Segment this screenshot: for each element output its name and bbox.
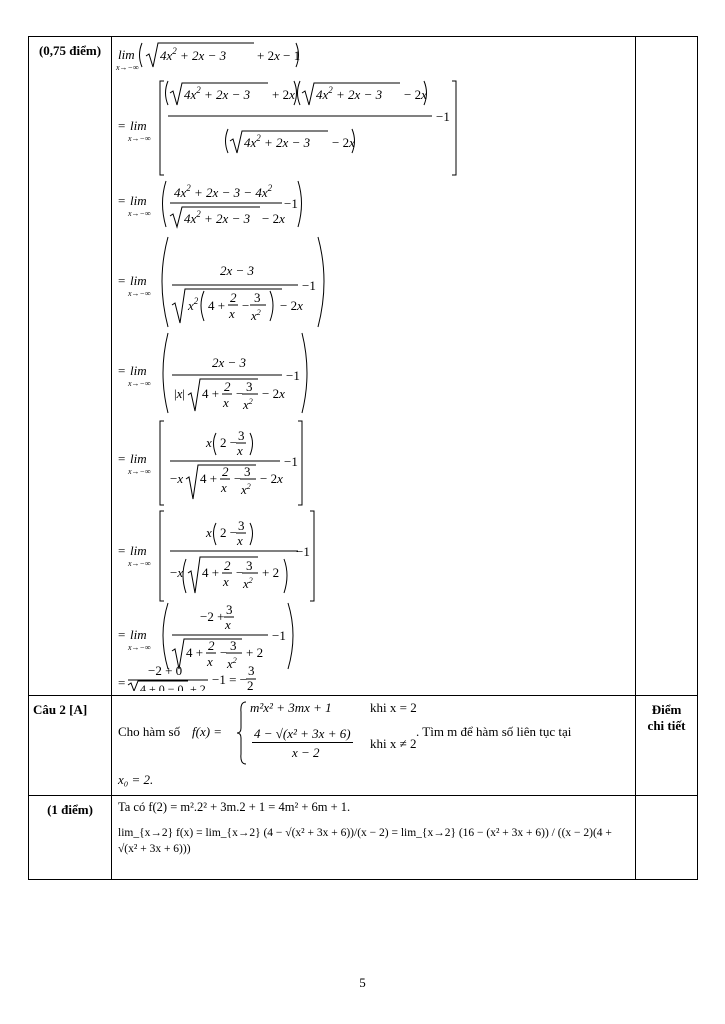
case-1-expr: m²x² + 3mx + 1 — [250, 700, 332, 715]
question-intro: Cho hàm số — [118, 724, 181, 739]
score-label: (1 điểm) — [29, 796, 112, 880]
function-name: f(x) = — [192, 724, 223, 739]
step-8 — [118, 602, 293, 671]
svg-text:x: x — [223, 574, 229, 589]
svg-text:4x2 + 2x − 3: $4x^2 + 2x - 3$ — [160, 46, 227, 63]
svg-text:3: 3 — [254, 290, 261, 305]
table-row — [29, 796, 698, 880]
svg-text:−: − — [236, 386, 244, 401]
svg-text:3: 3 — [230, 638, 237, 653]
score-label: (0,75 điểm) — [29, 37, 112, 696]
svg-text:=: = — [118, 675, 126, 690]
svg-text:−1 = −: −1 = − — [212, 672, 247, 687]
svg-text:x: x — [223, 395, 229, 410]
step-1 — [115, 43, 300, 72]
svg-text:− 2x: − 2x — [262, 211, 285, 226]
svg-text:lim: lim — [130, 193, 147, 208]
solution-content — [112, 796, 636, 880]
svg-text:=: = — [118, 273, 126, 288]
svg-text:3: 3 — [248, 663, 255, 678]
detail-score-header: Điểm chi tiết — [636, 696, 698, 796]
svg-text:4 +: 4 + — [200, 471, 218, 486]
svg-text:3: 3 — [238, 518, 245, 533]
svg-text:4 + 0 − 0: 4 + 0 − 0 — [140, 682, 184, 691]
svg-text:−2 + 0: −2 + 0 — [148, 663, 183, 678]
svg-text:4x2 + 2x − 3: $4x^2 + 2x - 3$ — [184, 85, 251, 102]
svg-text:=: = — [118, 118, 126, 133]
svg-text:=: = — [118, 543, 126, 558]
svg-text:lim: lim — [130, 451, 147, 466]
svg-text:3: 3 — [246, 379, 253, 394]
svg-text:2: 2 — [230, 290, 237, 305]
question-label: Câu 2 [A] — [29, 696, 112, 796]
svg-text:=: = — [118, 193, 126, 208]
svg-text:4x2 + 2x − 3 − 4x2: $4x^2 + 2x - 3 - 4x^2$ — [174, 183, 273, 200]
svg-text:4x2 + 2x − 3: $4x^2 + 2x - 3$ — [184, 209, 251, 226]
answer-table — [28, 36, 698, 880]
step-7 — [118, 511, 314, 601]
svg-text:x2: $x^2$ — [251, 308, 261, 323]
svg-text:4x2 + 2x − 3: $4x^2 + 2x - 3$ — [316, 85, 383, 102]
svg-text:x→−∞: x→−∞ — [128, 559, 151, 568]
case-1-condition: khi x = 2 — [370, 700, 417, 715]
question-content — [112, 696, 636, 796]
step-6 — [118, 421, 302, 505]
svg-text:x2: $x^2$ — [227, 656, 237, 671]
svg-text:|x|: |x| — [174, 386, 185, 401]
svg-text:2x − 3: 2x − 3 — [220, 263, 255, 278]
case-2-condition: khi x ≠ 2 — [370, 736, 417, 751]
svg-text:−2 +: −2 + — [200, 609, 225, 624]
svg-text:−: − — [234, 471, 242, 486]
svg-text:lim: lim — [118, 47, 135, 62]
detail-score-cell — [636, 37, 698, 696]
svg-text:3: 3 — [238, 428, 245, 443]
svg-text:+ 2: + 2 — [190, 682, 206, 691]
math-derivation — [112, 37, 636, 696]
svg-text:x→−∞: x→−∞ — [128, 209, 151, 218]
svg-text:2: 2 — [247, 678, 254, 691]
svg-text:−: − — [236, 565, 244, 580]
svg-text:x→−∞: x→−∞ — [128, 134, 151, 143]
case-2-numerator: 4 − √(x² + 3x + 6) — [254, 726, 351, 741]
svg-text:x→−∞: x→−∞ — [128, 289, 151, 298]
detail-score-cell — [636, 796, 698, 880]
svg-text:2 −: 2 − — [220, 435, 238, 450]
step-2 — [118, 81, 456, 175]
svg-text:2 −: 2 − — [220, 525, 238, 540]
svg-text:=: = — [118, 363, 126, 378]
svg-text:x2: $x^2$ — [243, 576, 253, 591]
svg-text:4x2 + 2x − 3: $4x^2 + 2x - 3$ — [244, 133, 311, 150]
svg-text:− 2x: − 2x — [260, 471, 283, 486]
svg-text:4 +: 4 + — [202, 565, 220, 580]
solution-line-2: lim_{x→2} f(x) = lim_{x→2} (4 − √(x² + 3x + 6))/(x − 2) = lim_{x→2} (16 − (x² + 3x + 6)) / ((x − 2)(4 + √(x² + 3x + 6))) — [118, 827, 612, 856]
svg-text:x2: $x^2$ — [188, 296, 199, 313]
svg-text:−1: −1 — [286, 368, 300, 383]
svg-text:x2: $x^2$ — [241, 482, 251, 497]
svg-text:− 2x: − 2x — [404, 87, 427, 102]
step-9 — [118, 663, 256, 691]
svg-text:4 +: 4 + — [186, 645, 204, 660]
svg-text:−x: −x — [170, 471, 184, 486]
svg-text:=: = — [118, 627, 126, 642]
svg-text:2: 2 — [224, 558, 231, 573]
svg-text:x: x — [225, 617, 231, 632]
svg-text:−: − — [242, 298, 250, 313]
question-text: . Tìm m để hàm số liên tục tại — [416, 724, 572, 739]
svg-text:+ 2x − 1: + 2x − 1 — [257, 48, 301, 63]
svg-text:lim: lim — [130, 363, 147, 378]
table-row — [29, 37, 698, 696]
svg-text:x: x — [221, 480, 227, 495]
question-line — [112, 696, 635, 768]
svg-text:x: x — [237, 443, 243, 458]
svg-text:x: x — [237, 533, 243, 548]
svg-text:3: 3 — [246, 558, 253, 573]
svg-text:x2: $x^2$ — [243, 397, 253, 412]
svg-text:2: 2 — [208, 638, 215, 653]
svg-text:=: = — [118, 451, 126, 466]
svg-text:+ 2x: + 2x — [272, 87, 295, 102]
svg-text:−x: −x — [170, 565, 184, 580]
svg-text:−1: −1 — [284, 196, 298, 211]
svg-text:x→−∞: x→−∞ — [116, 63, 139, 72]
svg-text:x→−∞: x→−∞ — [128, 643, 151, 652]
svg-text:− 2x: − 2x — [262, 386, 285, 401]
svg-text:2x − 3: 2x − 3 — [212, 355, 247, 370]
svg-text:−1: −1 — [272, 628, 286, 643]
solution-line-1: Ta có f(2) = m².2² + 3m.2 + 1 = 4m² + 6m + 1. — [118, 800, 351, 814]
svg-text:x: x — [206, 435, 212, 450]
svg-text:+ 2: + 2 — [246, 645, 264, 660]
svg-text:x: x — [206, 525, 212, 540]
svg-text:lim: lim — [130, 627, 147, 642]
svg-text:−1: −1 — [284, 454, 298, 469]
svg-text:−1: −1 — [436, 109, 450, 124]
svg-text:3: 3 — [226, 602, 233, 617]
table-row — [29, 696, 698, 796]
svg-text:4 +: 4 + — [202, 386, 220, 401]
svg-text:lim: lim — [130, 273, 147, 288]
page-number: 5 — [359, 975, 366, 990]
svg-text:4 +: 4 + — [208, 298, 226, 313]
svg-text:−: − — [220, 645, 228, 660]
step-4 — [118, 237, 324, 327]
svg-text:− 2x: − 2x — [332, 135, 355, 150]
svg-text:lim: lim — [130, 543, 147, 558]
svg-text:x: x — [207, 654, 213, 669]
step-3 — [118, 181, 302, 227]
limit-derivation-svg — [112, 37, 634, 691]
svg-text:−1: −1 — [296, 544, 310, 559]
x0-condition: x₀ = 2. — [118, 772, 154, 787]
svg-text:x→−∞: x→−∞ — [128, 467, 151, 476]
piecewise-brace — [236, 700, 248, 766]
svg-text:+ 2: + 2 — [262, 565, 280, 580]
step-5 — [118, 333, 307, 413]
svg-text:lim: lim — [130, 118, 147, 133]
svg-text:−1: −1 — [302, 278, 316, 293]
svg-text:3: 3 — [244, 464, 251, 479]
svg-text:2: 2 — [224, 379, 231, 394]
case-2-denominator: x − 2 — [292, 745, 320, 760]
svg-text:− 2x: − 2x — [280, 298, 303, 313]
svg-text:2: 2 — [222, 464, 229, 479]
svg-text:x→−∞: x→−∞ — [128, 379, 151, 388]
svg-text:x: x — [229, 306, 235, 321]
